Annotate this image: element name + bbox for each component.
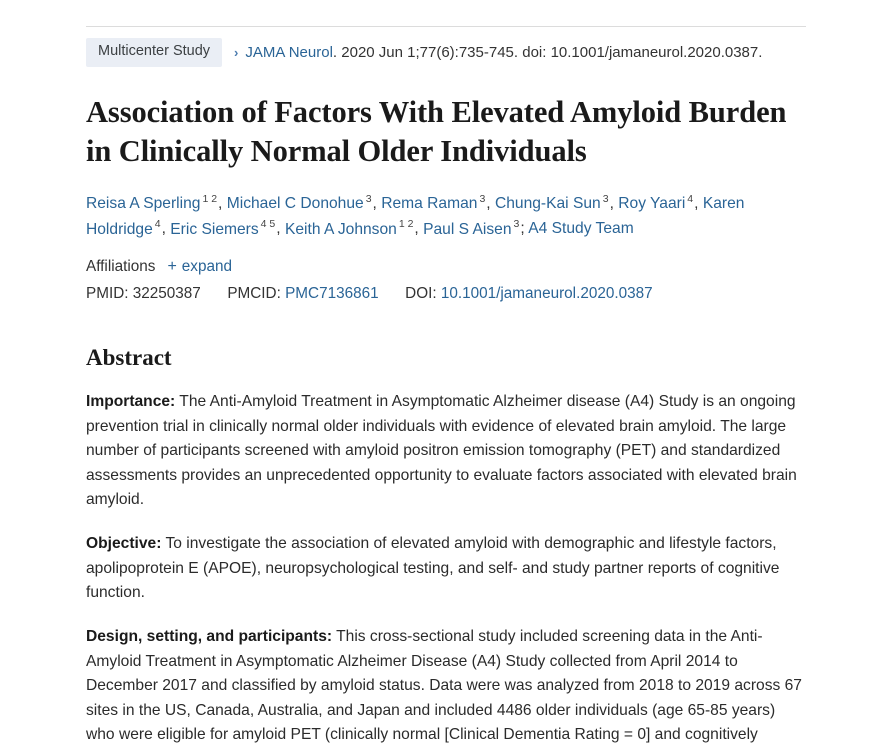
author-name[interactable]: Chung-Kai Sun bbox=[494, 195, 601, 213]
affiliations-label: Affiliations bbox=[86, 257, 156, 275]
page-title: Association of Factors With Elevated Amyloid Burden in Clinically Normal Older Individuals bbox=[86, 94, 787, 168]
author-affiliation-refs: 1 2 bbox=[398, 218, 414, 231]
author-name[interactable]: Paul S Aisen bbox=[423, 220, 512, 238]
author-affiliation-refs: 4 bbox=[154, 218, 161, 231]
abstract-heading: Abstract bbox=[86, 344, 172, 370]
author-item[interactable] bbox=[381, 195, 486, 212]
identifiers-row bbox=[86, 285, 806, 303]
abstract-paragraph bbox=[86, 390, 806, 513]
abstract-section-text: The Anti-Amyloid Treatment in Asymptomatic Alzheimer disease (A4) Study is an ongoing prevention trial in clinically normal older individuals with evidence of elevated brain amyloid. The large number of participants screened with amyloid positron emission tomography (PET) and standardized assessments provides an unprecedented opportunity to evaluate factors associated with elevated brain amyloid. bbox=[86, 392, 797, 509]
author-affiliation-refs: 3 bbox=[479, 193, 486, 205]
author-item[interactable] bbox=[618, 195, 694, 212]
author-affiliation-refs: 3 bbox=[602, 193, 609, 205]
author-affiliation-refs: 3 bbox=[365, 193, 372, 205]
citation-details: . 2020 Jun 1;77(6):735-745. doi: 10.1001/jamaneurol.2020.0387. bbox=[332, 43, 763, 61]
abstract-section-label: Objective: bbox=[86, 535, 162, 552]
author-affiliation-refs: 3 bbox=[513, 218, 520, 231]
expand-affiliations-label: expand bbox=[181, 257, 232, 275]
author-separator: , bbox=[276, 220, 281, 238]
abstract-section-text: To investigate the association of elevated amyloid with demographic and lifestyle factors, apolipoprotein E (APOE), neuropsychological testing, and self- and study partner reports of cognitive function. bbox=[86, 535, 780, 602]
author-separator: ; bbox=[520, 220, 525, 238]
abstract-paragraph bbox=[86, 532, 806, 606]
doi-label: DOI: bbox=[405, 284, 437, 302]
author-item[interactable] bbox=[528, 221, 633, 238]
author-affiliation-refs: 4 5 bbox=[260, 218, 276, 231]
author-name[interactable]: Reisa A Sperling bbox=[86, 195, 201, 213]
pmid-label: PMID: bbox=[86, 284, 129, 302]
author-item[interactable] bbox=[227, 195, 373, 212]
author-affiliation-refs: 1 2 bbox=[202, 193, 218, 205]
plus-icon: + bbox=[167, 257, 177, 275]
author-separator: , bbox=[486, 195, 491, 213]
author-item[interactable] bbox=[423, 218, 520, 238]
doi-link[interactable]: 10.1001/jamaneurol.2020.0387 bbox=[440, 284, 653, 302]
author-name[interactable]: Karen Holdridge bbox=[86, 195, 745, 238]
citation-row bbox=[86, 38, 806, 67]
author-name[interactable]: Rema Raman bbox=[381, 195, 478, 213]
pmcid-link[interactable]: PMC7136861 bbox=[285, 284, 379, 302]
author-separator: , bbox=[414, 220, 419, 238]
pmcid-label: PMCID: bbox=[227, 284, 281, 302]
author-name[interactable]: Eric Siemers bbox=[170, 220, 259, 238]
expand-affiliations-button[interactable] bbox=[167, 258, 232, 276]
author-item[interactable] bbox=[86, 195, 218, 212]
author-separator: , bbox=[609, 195, 614, 213]
author-item[interactable] bbox=[495, 195, 610, 212]
author-list bbox=[86, 191, 786, 242]
pmid-value: 32250387 bbox=[132, 284, 201, 302]
author-item[interactable] bbox=[284, 218, 414, 238]
abstract-section-label: Importance: bbox=[86, 392, 176, 410]
author-separator: , bbox=[161, 220, 166, 238]
affiliations-row bbox=[86, 258, 806, 276]
author-name[interactable]: A4 Study Team bbox=[528, 220, 634, 238]
abstract-section-label: Design, setting, and participants: bbox=[86, 627, 333, 645]
author-separator: , bbox=[372, 195, 377, 213]
publication-type-badge: Multicenter Study bbox=[86, 38, 222, 67]
author-affiliation-refs: 4 bbox=[687, 193, 694, 205]
abstract-paragraph bbox=[86, 625, 806, 748]
journal-link[interactable]: JAMA Neurol bbox=[245, 43, 333, 61]
author-name[interactable]: Michael C Donohue bbox=[226, 195, 364, 213]
author-item[interactable] bbox=[170, 218, 276, 238]
author-name[interactable]: Roy Yaari bbox=[618, 195, 686, 213]
author-name[interactable]: Keith A Johnson bbox=[284, 220, 397, 238]
abstract-section-text: This cross-sectional study included screening data in the Anti-Amyloid Treatment in Asymptomatic Alzheimer Disease (A4) Study collected from April 2014 to December 2017 and classified by amyloid status. Data were was analyzed from 2018 to 2019 across 67 sites in the US, Canada, Australia, and Japan and included 4486 older individuals (age 65-85 years) who were eligible for amyloid PET (clinically normal [Clinical Dementia Rating = 0] and cognitively bbox=[86, 627, 802, 744]
author-separator: , bbox=[694, 195, 699, 213]
top-divider bbox=[86, 26, 806, 27]
chevron-right-icon: › bbox=[234, 44, 239, 60]
author-separator: , bbox=[218, 195, 223, 213]
